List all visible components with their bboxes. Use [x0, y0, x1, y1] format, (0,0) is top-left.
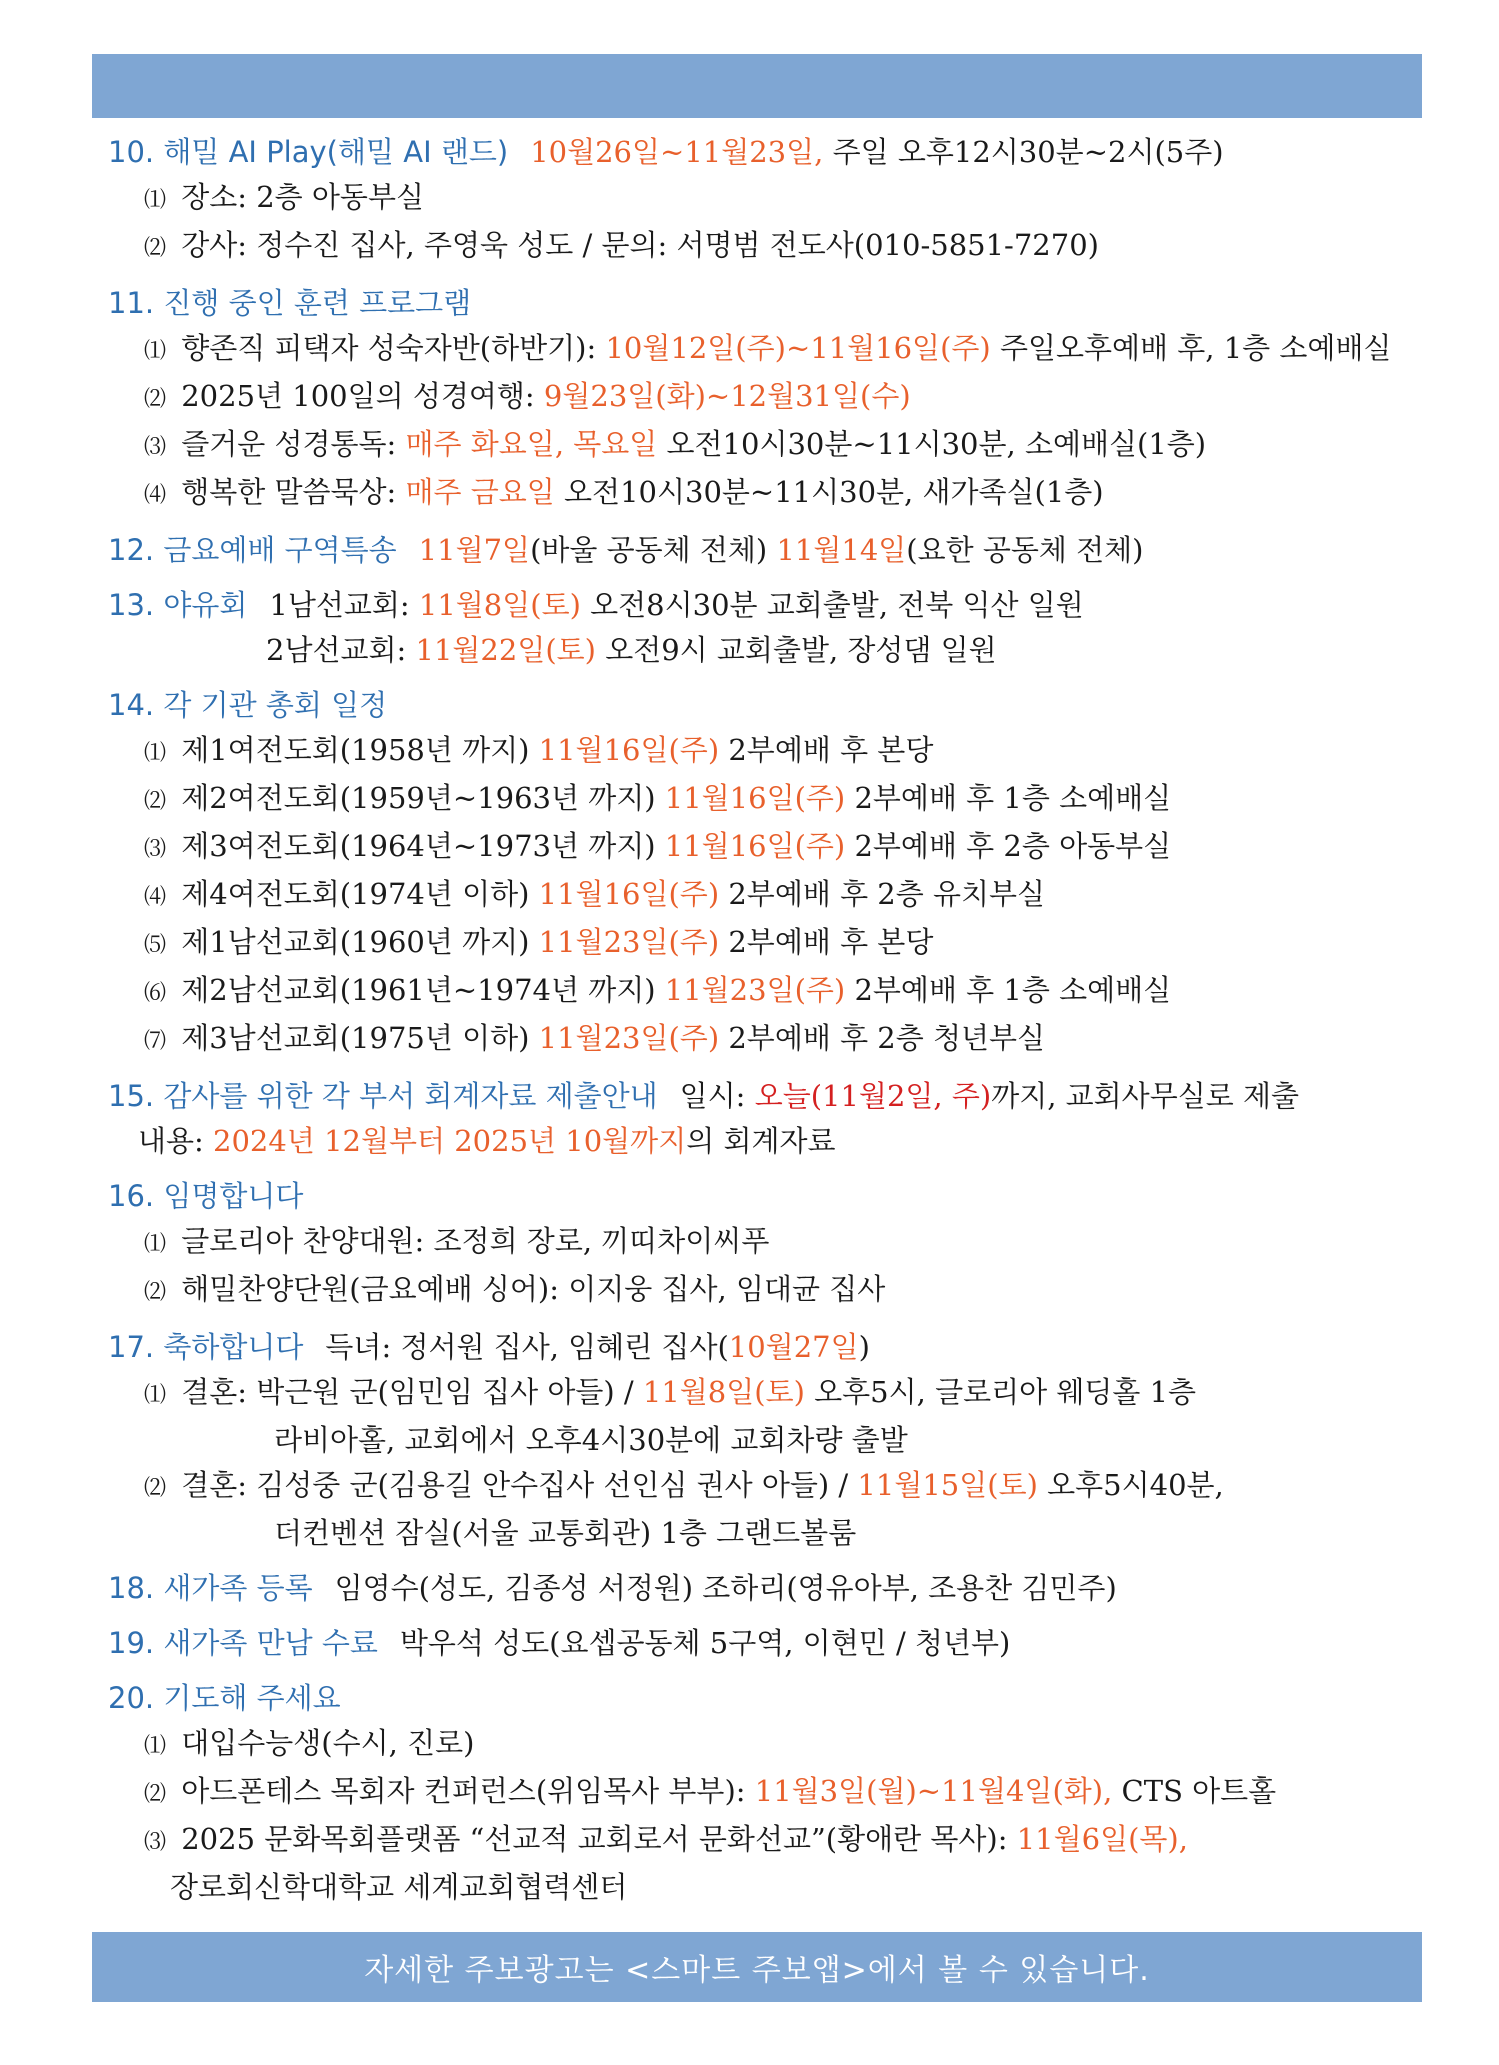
- item-text: 임영수(성도, 김종성 서정원) 조하리(영유아부, 조용찬 김민주): [334, 1571, 1117, 1605]
- section-16: [108, 1174, 1408, 1315]
- period-highlight: 2024년 12월부터 2025년 10월까지: [213, 1124, 687, 1158]
- date-highlight: 11월14일: [776, 533, 907, 567]
- section-heading: 15. 감사를 위한 각 부서 회계자료 제출안내: [108, 1079, 658, 1113]
- item-text: 2부예배 후 2층 유치부실: [728, 877, 1046, 911]
- item-number: ⑵: [143, 1476, 166, 1501]
- section-heading: 12. 금요예배 구역특송: [108, 533, 397, 567]
- date-highlight: 11월23일(주): [538, 925, 720, 959]
- item-text: CTS 아트홀: [1121, 1774, 1277, 1808]
- section-heading: 18. 새가족 등록: [108, 1571, 313, 1605]
- section-17: [108, 1325, 1408, 1556]
- section-heading: 19. 새가족 만남 수료: [108, 1626, 378, 1660]
- section-heading: 17. 축하합니다: [108, 1330, 304, 1364]
- item-text: ): [858, 1330, 870, 1364]
- top-banner: [92, 54, 1422, 118]
- item-number: ⑴: [143, 188, 166, 213]
- item-text: 행복한 말씀묵상:: [181, 475, 397, 509]
- list-item: [108, 1016, 1408, 1064]
- item-text: 1남선교회:: [269, 588, 410, 622]
- item-number: ⑵: [143, 1782, 166, 1807]
- item-text: 제1여전도회(1958년 까지): [181, 733, 530, 767]
- item-text: 2부예배 후 1층 소예배실: [854, 973, 1172, 1007]
- item-text: 2025 문화목회플랫폼 “선교적 교회로서 문화선교”(황애란 목사):: [181, 1822, 1008, 1856]
- item-text: 오후5시40분,: [1047, 1468, 1224, 1502]
- item-text: 2부예배 후 2층 아동부실: [854, 829, 1172, 863]
- date-highlight: 매주 금요일: [405, 475, 555, 509]
- item-number: ⑵: [143, 1280, 166, 1305]
- item-text: 아드폰테스 목회자 컨퍼런스(위임목사 부부):: [181, 1774, 746, 1808]
- footer-banner: [92, 1932, 1422, 2002]
- item-number: ⑵: [143, 236, 166, 261]
- item-text: 장소: 2층 아동부실: [181, 180, 424, 214]
- item-text: 까지, 교회사무실로 제출: [991, 1079, 1299, 1113]
- item-text: 오후5시, 글로리아 웨딩홀 1층: [814, 1375, 1197, 1409]
- item-text: 오전9시 교회출발, 장성댐 일원: [605, 633, 997, 667]
- date-highlight: 11월16일(주): [538, 733, 720, 767]
- item-text: 오전8시30분 교회출발, 전북 익산 일원: [590, 588, 1084, 622]
- item-text: 제3남선교회(1975년 이하): [181, 1021, 530, 1055]
- item-text: 제3여전도회(1964년~1973년 까지): [181, 829, 656, 863]
- item-number: ⑶: [143, 837, 166, 862]
- section-18: [108, 1566, 1408, 1611]
- item-number: ⑴: [143, 741, 166, 766]
- item-text: 제1남선교회(1960년 까지): [181, 925, 530, 959]
- item-text: 내용:: [138, 1124, 204, 1158]
- item-number: ⑹: [143, 981, 166, 1006]
- date-highlight: 11월23일(주): [664, 973, 846, 1007]
- section-19: [108, 1621, 1408, 1666]
- item-text: 2부예배 후 본당: [728, 925, 934, 959]
- date-highlight: 11월7일: [418, 533, 531, 567]
- item-number: ⑺: [143, 1029, 166, 1054]
- section-13: [108, 583, 1408, 673]
- date-highlight: 11월8일(토): [418, 588, 581, 622]
- deadline-highlight: 오늘(11월2일, 주): [754, 1079, 992, 1113]
- date-highlight: 11월23일(주): [538, 1021, 720, 1055]
- date-highlight: 11월8일(토): [642, 1375, 805, 1409]
- item-number: ⑵: [143, 789, 166, 814]
- item-text: 2부예배 후 2층 청년부실: [728, 1021, 1046, 1055]
- date-highlight: 10월26일~11월23일,: [530, 135, 824, 169]
- item-text: 대입수능생(수시, 진로): [181, 1726, 475, 1760]
- item-number: ⑶: [143, 1830, 166, 1855]
- section-heading: 14. 각 기관 총회 일정: [108, 688, 388, 722]
- item-text: 오전10시30분~11시30분, 새가족실(1층): [564, 475, 1104, 509]
- item-text: 오전10시30분~11시30분, 소예배실(1층): [666, 427, 1207, 461]
- item-text: 의 회계자료: [686, 1124, 836, 1158]
- section-20: [108, 1676, 1408, 1910]
- list-item: [108, 728, 1408, 776]
- item-text: 박우석 성도(요셉공동체 5구역, 이현민 / 청년부): [399, 1626, 1011, 1660]
- list-item: [108, 872, 1408, 920]
- date-highlight: 11월22일(토): [415, 633, 596, 667]
- item-text: 제2남선교회(1961년~1974년 까지): [181, 973, 656, 1007]
- section-10: [108, 130, 1408, 271]
- date-highlight: 11월3일(월)~11월4일(화),: [754, 1774, 1113, 1808]
- item-text: 결혼: 김성중 군(김용길 안수집사 선인심 권사 아들) /: [181, 1468, 849, 1502]
- item-number: ⑴: [143, 1734, 166, 1759]
- item-text: 즐거운 성경통독:: [181, 427, 397, 461]
- section-heading: 10. 해밀 AI Play(해밀 AI 랜드): [108, 135, 509, 169]
- item-text: 2부예배 후 1층 소예배실: [854, 781, 1172, 815]
- date-highlight: 11월16일(주): [664, 829, 846, 863]
- section-heading: 16. 임명합니다: [108, 1179, 304, 1213]
- list-item: [108, 776, 1408, 824]
- footer-text: 자세한 주보광고는 <스마트 주보앱>에서 볼 수 있습니다.: [364, 1953, 1150, 1988]
- item-number: ⑸: [143, 933, 166, 958]
- section-12: [108, 528, 1408, 573]
- item-text: 제4여전도회(1974년 이하): [181, 877, 530, 911]
- date-highlight: 10월12일(주)~11월16일(주): [605, 331, 991, 365]
- item-text: 주일오후예배 후, 1층 소예배실: [999, 331, 1392, 365]
- date-highlight: 11월6일(목),: [1016, 1822, 1188, 1856]
- item-number: ⑴: [143, 339, 166, 364]
- item-text: (요한 공동체 전체): [906, 533, 1144, 567]
- list-item: [108, 920, 1408, 968]
- date-highlight: 11월16일(주): [538, 877, 720, 911]
- item-text: 2025년 100일의 성경여행:: [181, 379, 535, 413]
- item-number: ⑷: [143, 483, 166, 508]
- item-text: 향존직 피택자 성숙자반(하반기):: [181, 331, 597, 365]
- item-text: 득녀: 정서원 집사, 임혜린 집사(: [325, 1330, 729, 1364]
- item-number: ⑷: [143, 885, 166, 910]
- date-highlight: 11월16일(주): [664, 781, 846, 815]
- item-number: ⑴: [143, 1232, 166, 1257]
- section-11: [108, 281, 1408, 518]
- item-text: 2부예배 후 본당: [728, 733, 934, 767]
- list-item: [108, 968, 1408, 1016]
- date-highlight: 11월15일(토): [857, 1468, 1038, 1502]
- item-text: 라비아홀, 교회에서 오후4시30분에 교회차량 출발: [274, 1423, 908, 1457]
- item-number: ⑶: [143, 435, 166, 460]
- section-heading: 13. 야유회: [108, 588, 248, 622]
- item-text: (바울 공동체 전체): [530, 533, 768, 567]
- list-item: [108, 824, 1408, 872]
- item-text: 일시:: [679, 1079, 746, 1113]
- item-text: 글로리아 찬양대원: 조정희 장로, 끼띠차이씨푸: [181, 1224, 770, 1258]
- section-heading: 11. 진행 중인 훈련 프로그램: [108, 286, 472, 320]
- time-text: 주일 오후12시30분~2시(5주): [832, 135, 1224, 169]
- item-text: 2남선교회:: [266, 633, 407, 667]
- item-text: 제2여전도회(1959년~1963년 까지): [181, 781, 656, 815]
- section-14: [108, 683, 1408, 1064]
- item-number: ⑵: [143, 387, 166, 412]
- item-number: ⑴: [143, 1383, 166, 1408]
- date-highlight: 매주 화요일, 목요일: [405, 427, 658, 461]
- section-heading: 20. 기도해 주세요: [108, 1681, 341, 1715]
- item-text: 장로회신학대학교 세계교회협력센터: [170, 1870, 628, 1904]
- date-highlight: 9월23일(화)~12월31일(수): [543, 379, 911, 413]
- item-text: 강사: 정수진 집사, 주영욱 성도 / 문의: 서명범 전도사(010-5851-7270): [181, 228, 1099, 262]
- announcements: [108, 130, 1408, 1920]
- date-highlight: 10월27일: [728, 1330, 859, 1364]
- item-text: 더컨벤션 잠실(서울 교통회관) 1층 그랜드볼룸: [274, 1516, 857, 1550]
- item-text: 해밀찬양단원(금요예배 싱어): 이지웅 집사, 임대균 집사: [181, 1272, 886, 1306]
- item-text: 결혼: 박근원 군(임민임 집사 아들) /: [181, 1375, 634, 1409]
- section-15: [108, 1074, 1408, 1164]
